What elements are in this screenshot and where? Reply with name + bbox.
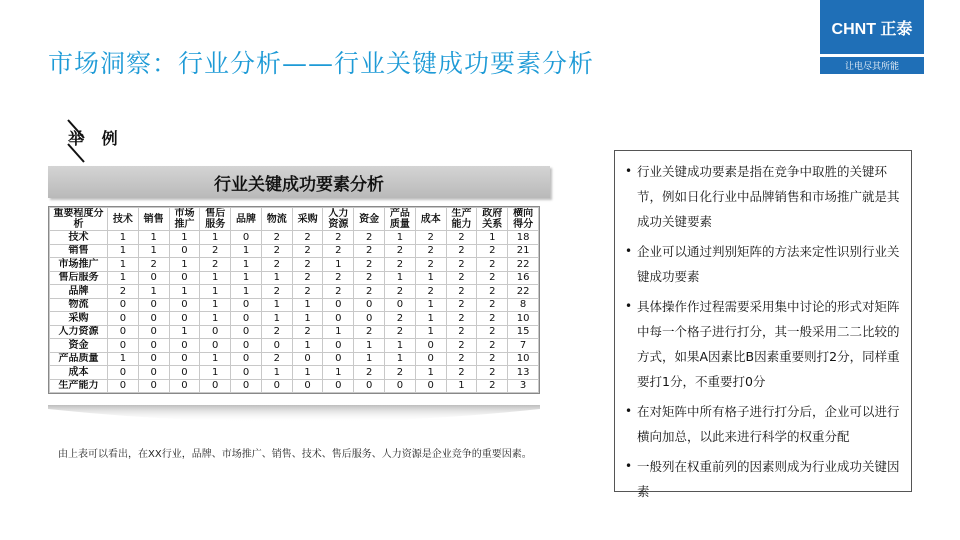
score-cell: 0 [108,312,139,326]
score-cell: 1 [108,271,139,285]
score-cell: 1 [138,231,169,245]
score-cell: 0 [200,325,231,339]
score-cell: 1 [415,325,446,339]
score-cell: 0 [138,312,169,326]
score-cell: 1 [200,285,231,299]
score-cell: 2 [354,366,385,380]
row-total-score: 10 [508,352,539,366]
table-title-banner [48,166,550,198]
score-cell: 2 [446,366,477,380]
table-row [50,379,539,393]
score-cell: 0 [415,379,446,393]
table-conclusion-note: 由上表可以看出，在XX行业，品牌、市场推广、销售、技术、售后服务、人力资源是企业竞争的重要因素。 [58,449,532,460]
row-label: 资金 [50,339,108,353]
score-cell: 2 [323,271,354,285]
score-cell: 0 [138,366,169,380]
explanation-panel [614,150,912,499]
score-cell: 0 [323,339,354,353]
score-cell: 1 [477,231,508,245]
row-label: 人力资源 [50,325,108,339]
score-cell: 2 [446,325,477,339]
score-cell: 2 [354,244,385,258]
score-cell: 2 [292,325,323,339]
score-cell: 2 [477,285,508,299]
score-cell: 0 [138,271,169,285]
score-cell: 0 [169,366,200,380]
score-cell: 2 [477,325,508,339]
score-cell: 0 [138,298,169,312]
score-cell: 2 [477,244,508,258]
score-cell: 1 [292,339,323,353]
score-cell: 1 [385,271,416,285]
score-cell: 2 [385,312,416,326]
table-shadow-decoration [48,405,540,431]
score-cell: 2 [385,244,416,258]
header-cell: 售后服务 [200,208,231,231]
score-cell: 2 [292,231,323,245]
score-cell: 1 [138,244,169,258]
score-cell: 1 [169,285,200,299]
matrix-table [49,207,539,393]
score-cell: 2 [446,244,477,258]
logo-slogan: 让电尽其所能 [820,57,924,74]
score-cell: 2 [477,366,508,380]
score-cell: 0 [231,366,262,380]
row-total-score: 10 [508,312,539,326]
row-label: 生产能力 [50,379,108,393]
score-cell: 0 [108,298,139,312]
explanation-bullet: • 在对矩阵中所有格子进行打分后，企业可以进行横向加总，以此来进行科学的权重分配 [637,399,903,449]
score-cell: 2 [385,258,416,272]
score-cell: 1 [108,244,139,258]
score-cell: 2 [446,298,477,312]
score-cell: 2 [477,271,508,285]
score-cell: 0 [108,339,139,353]
header-cell: 技术 [108,208,139,231]
page-title: 市场洞察：行业分析——行业关键成功要素分析 [48,49,595,78]
row-label: 物流 [50,298,108,312]
score-cell: 0 [200,379,231,393]
score-cell: 2 [477,298,508,312]
score-cell: 0 [261,339,292,353]
score-cell: 1 [200,231,231,245]
score-cell: 0 [385,379,416,393]
score-cell: 1 [200,366,231,380]
score-cell: 0 [169,312,200,326]
score-cell: 1 [169,258,200,272]
score-cell: 2 [446,339,477,353]
header-cell: 人力资源 [323,208,354,231]
score-cell: 2 [446,285,477,299]
score-cell: 2 [138,258,169,272]
score-cell: 2 [477,352,508,366]
row-total-score: 22 [508,258,539,272]
score-cell: 0 [138,352,169,366]
score-cell: 2 [477,312,508,326]
table-row [50,298,539,312]
score-cell: 2 [477,379,508,393]
score-cell: 1 [108,231,139,245]
score-cell: 1 [323,325,354,339]
row-label: 销售 [50,244,108,258]
score-cell: 0 [138,379,169,393]
table-row [50,366,539,380]
table-row [50,339,539,353]
score-cell: 0 [138,325,169,339]
score-cell: 0 [231,379,262,393]
score-cell: 2 [477,339,508,353]
row-total-score: 15 [508,325,539,339]
score-cell: 0 [231,352,262,366]
score-cell: 1 [261,271,292,285]
score-cell: 1 [292,298,323,312]
score-cell: 0 [292,379,323,393]
score-cell: 2 [261,325,292,339]
explanation-bullet: • 企业可以通过判别矩阵的方法来定性识别行业关键成功要素 [637,239,903,289]
header-cell: 横向得分 [508,208,539,231]
score-cell: 2 [200,244,231,258]
row-label: 售后服务 [50,271,108,285]
score-cell: 1 [415,271,446,285]
score-cell: 0 [108,325,139,339]
explanation-bullet: • 一般列在权重前列的因素则成为行业成功关键因素 [637,454,903,504]
score-cell: 0 [231,339,262,353]
row-label: 产品质量 [50,352,108,366]
score-cell: 0 [323,298,354,312]
header-cell: 销售 [138,208,169,231]
score-cell: 2 [385,325,416,339]
score-cell: 2 [200,258,231,272]
header-cell: 产品质量 [385,208,416,231]
score-cell: 0 [354,298,385,312]
score-cell: 2 [446,258,477,272]
score-cell: 1 [231,258,262,272]
table-row [50,325,539,339]
score-cell: 2 [292,271,323,285]
score-cell: 0 [200,339,231,353]
score-cell: 0 [108,366,139,380]
score-cell: 1 [385,352,416,366]
score-cell: 2 [323,285,354,299]
score-cell: 1 [415,366,446,380]
table-row [50,312,539,326]
header-cell: 品牌 [231,208,262,231]
table-row [50,258,539,272]
score-cell: 1 [108,352,139,366]
score-cell: 2 [292,244,323,258]
table-row [50,352,539,366]
table-row [50,271,539,285]
score-cell: 2 [323,244,354,258]
score-cell: 2 [385,366,416,380]
row-label: 采购 [50,312,108,326]
score-cell: 1 [169,325,200,339]
row-total-score: 16 [508,271,539,285]
table-row [50,285,539,299]
table-header-row [50,208,539,231]
chnt-logo [820,0,924,74]
score-cell: 2 [446,352,477,366]
score-cell: 1 [261,366,292,380]
score-cell: 1 [200,271,231,285]
judgment-matrix [48,206,540,394]
score-cell: 0 [169,339,200,353]
row-total-score: 13 [508,366,539,380]
score-cell: 2 [261,231,292,245]
row-total-score: 21 [508,244,539,258]
score-cell: 2 [354,285,385,299]
score-cell: 0 [108,379,139,393]
score-cell: 1 [200,352,231,366]
row-total-score: 8 [508,298,539,312]
score-cell: 1 [231,244,262,258]
score-cell: 2 [108,285,139,299]
score-cell: 1 [415,312,446,326]
explanation-bullet: • 具体操作作过程需要采用集中讨论的形式对矩阵中每一个格子进行打分，其一般采用二二比较的方式，如果A因素比B因素重要则打2分，同样重要打1分，不重要打0分 [637,294,903,394]
explanation-bullet: • 行业关键成功要素是指在竞争中取胜的关键环节，例如日化行业中品牌销售和市场推广就是其成功关键要素 [637,159,903,234]
table-row [50,231,539,245]
score-cell: 2 [323,231,354,245]
score-cell: 2 [415,258,446,272]
header-cell: 成本 [415,208,446,231]
explanation-list [627,159,903,504]
score-cell: 1 [292,366,323,380]
header-cell: 重要程度分析 [50,208,108,231]
example-label: 举 例 [68,129,124,148]
score-cell: 0 [323,352,354,366]
score-cell: 0 [231,312,262,326]
header-cell: 物流 [261,208,292,231]
header-cell: 采购 [292,208,323,231]
score-cell: 2 [261,352,292,366]
header-cell: 市场推广 [169,208,200,231]
score-cell: 1 [108,258,139,272]
score-cell: 1 [261,298,292,312]
score-cell: 0 [169,352,200,366]
row-label: 品牌 [50,285,108,299]
score-cell: 2 [354,258,385,272]
score-cell: 0 [415,352,446,366]
example-marker [66,118,124,164]
score-cell: 2 [354,271,385,285]
score-cell: 1 [261,312,292,326]
row-total-score: 7 [508,339,539,353]
score-cell: 2 [446,231,477,245]
score-cell: 2 [292,285,323,299]
score-cell: 0 [292,352,323,366]
score-cell: 1 [354,339,385,353]
score-cell: 1 [385,231,416,245]
score-cell: 1 [446,379,477,393]
score-cell: 0 [169,271,200,285]
score-cell: 0 [138,339,169,353]
score-cell: 1 [200,312,231,326]
row-label: 市场推广 [50,258,108,272]
score-cell: 1 [323,366,354,380]
score-cell: 0 [169,379,200,393]
row-total-score: 18 [508,231,539,245]
score-cell: 2 [292,258,323,272]
score-cell: 1 [231,285,262,299]
score-cell: 1 [200,298,231,312]
row-total-score: 22 [508,285,539,299]
score-cell: 2 [446,312,477,326]
score-cell: 0 [323,312,354,326]
score-cell: 2 [261,258,292,272]
score-cell: 0 [354,379,385,393]
score-cell: 1 [385,339,416,353]
score-cell: 0 [354,312,385,326]
header-cell: 资金 [354,208,385,231]
score-cell: 0 [231,231,262,245]
score-cell: 0 [415,339,446,353]
score-cell: 0 [169,244,200,258]
score-cell: 0 [231,298,262,312]
score-cell: 0 [169,298,200,312]
score-cell: 2 [261,244,292,258]
score-cell: 2 [415,285,446,299]
header-cell: 政府关系 [477,208,508,231]
score-cell: 2 [354,231,385,245]
score-cell: 2 [415,244,446,258]
score-cell: 0 [261,379,292,393]
row-total-score: 3 [508,379,539,393]
score-cell: 0 [385,298,416,312]
header-cell: 生产能力 [446,208,477,231]
score-cell: 0 [323,379,354,393]
row-label: 成本 [50,366,108,380]
score-cell: 1 [292,312,323,326]
score-cell: 1 [231,271,262,285]
score-cell: 2 [446,271,477,285]
logo-brand: CHNT 正泰 [820,0,924,54]
table-title: 行业关键成功要素分析 [214,174,384,195]
score-cell: 1 [323,258,354,272]
score-cell: 2 [385,285,416,299]
score-cell: 1 [415,298,446,312]
score-cell: 2 [477,258,508,272]
score-cell: 0 [231,325,262,339]
score-cell: 1 [138,285,169,299]
row-label: 技术 [50,231,108,245]
score-cell: 2 [415,231,446,245]
score-cell: 1 [354,352,385,366]
score-cell: 2 [261,285,292,299]
table-row [50,244,539,258]
score-cell: 1 [169,231,200,245]
score-cell: 2 [354,325,385,339]
